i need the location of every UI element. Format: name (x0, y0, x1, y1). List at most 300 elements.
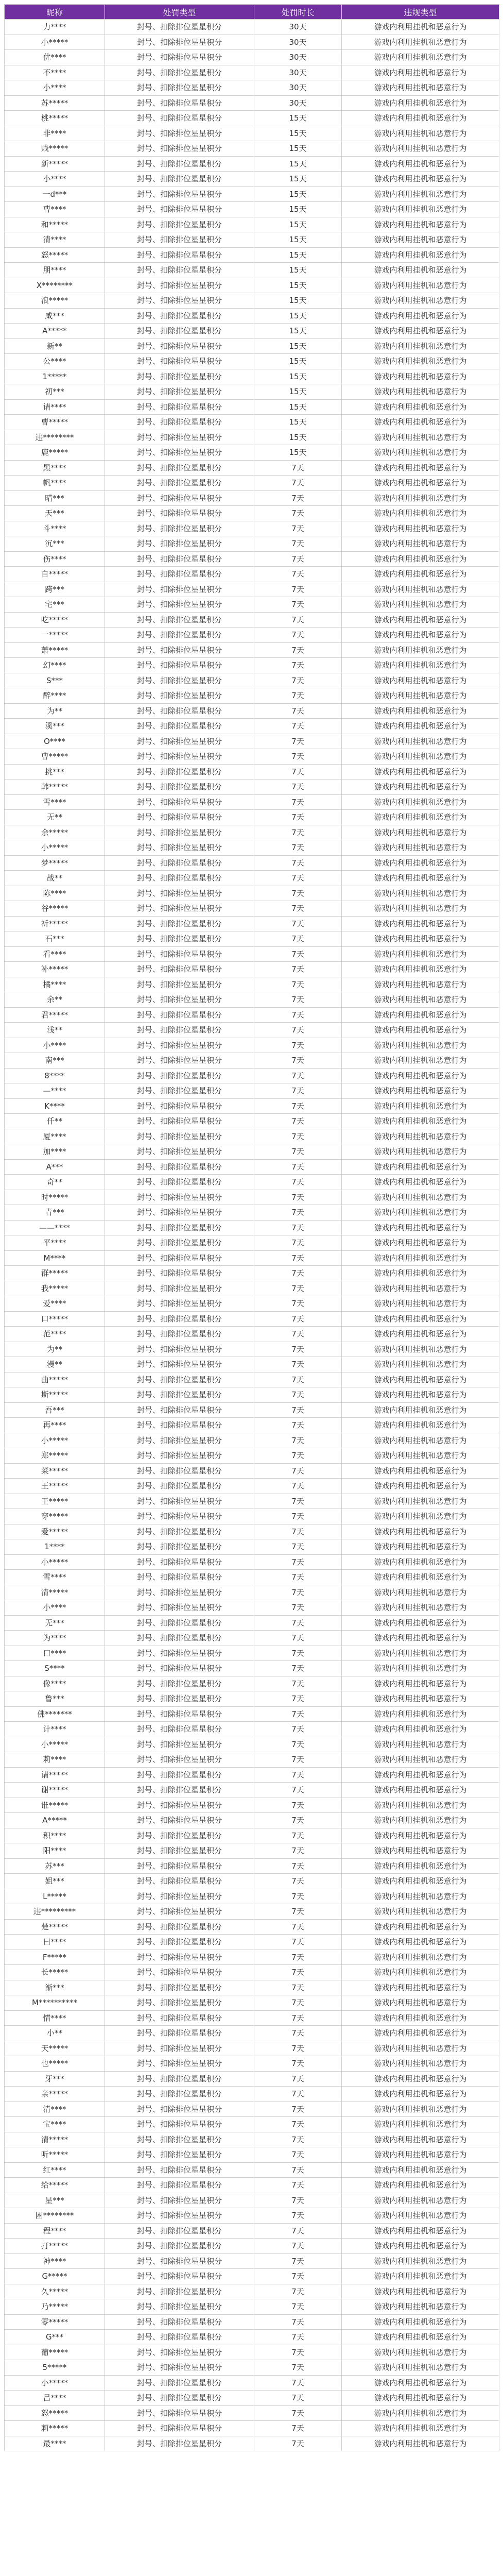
violation-type-cell: 游戏内利用挂机和恶意行为 (342, 338, 499, 354)
nickname-cell: 渐*** (5, 1980, 105, 1995)
violation-type-cell: 游戏内利用挂机和恶意行为 (342, 1129, 499, 1144)
penalty-duration-cell: 7天 (254, 871, 342, 886)
penalty-type-cell: 封号、扣除排位星星积分 (105, 1935, 254, 1950)
penalty-duration-cell: 7天 (254, 1114, 342, 1129)
penalty-type-cell: 封号、扣除排位星星积分 (105, 810, 254, 825)
penalty-duration-cell: 7天 (254, 612, 342, 628)
nickname-cell: 雪**** (5, 794, 105, 810)
table-row (5, 2253, 499, 2269)
penalty-duration-cell: 7天 (254, 734, 342, 749)
penalty-duration-cell: 7天 (254, 2269, 342, 2284)
penalty-type-cell: 封号、扣除排位星星积分 (105, 430, 254, 445)
penalty-type-cell: 封号、扣除排位星星积分 (105, 2360, 254, 2376)
table-row (5, 1691, 499, 1707)
violation-type-cell: 游戏内利用挂机和恶意行为 (342, 293, 499, 309)
violation-type-cell: 游戏内利用挂机和恶意行为 (342, 1646, 499, 1661)
table-row (5, 1631, 499, 1646)
penalty-duration-cell: 7天 (254, 1311, 342, 1327)
violation-type-cell: 游戏内利用挂机和恶意行为 (342, 50, 499, 65)
table-row (5, 430, 499, 445)
nickname-cell: 曹***** (5, 749, 105, 765)
penalty-type-cell: 封号、扣除排位星星积分 (105, 1038, 254, 1053)
penalty-duration-cell: 7天 (254, 2071, 342, 2087)
nickname-cell: X******** (5, 278, 105, 293)
nickname-cell: 怒***** (5, 2405, 105, 2421)
table-row (5, 2010, 499, 2026)
nickname-cell: 浅** (5, 1023, 105, 1038)
penalty-duration-cell: 7天 (254, 1570, 342, 1585)
penalty-duration-cell: 7天 (254, 1266, 342, 1281)
penalty-duration-cell: 7天 (254, 2299, 342, 2315)
penalty-duration-cell: 7天 (254, 460, 342, 476)
violation-type-cell: 游戏内利用挂机和恶意行为 (342, 2208, 499, 2224)
nickname-cell: ——**** (5, 1220, 105, 1235)
penalty-duration-cell: 15天 (254, 126, 342, 141)
penalty-type-cell: 封号、扣除排位星星积分 (105, 1858, 254, 1874)
penalty-duration-cell: 7天 (254, 1296, 342, 1312)
violation-type-cell: 游戏内利用挂机和恶意行为 (342, 1266, 499, 1281)
nickname-cell: 范**** (5, 1327, 105, 1342)
nickname-cell: 贱***** (5, 141, 105, 157)
penalty-duration-cell: 7天 (254, 1129, 342, 1144)
nickname-cell: 斗**** (5, 521, 105, 536)
nickname-cell: 萧***** (5, 642, 105, 658)
penalty-duration-cell: 7天 (254, 1813, 342, 1828)
table-row (5, 1327, 499, 1342)
penalty-duration-cell: 7天 (254, 2178, 342, 2193)
nickname-cell: 平**** (5, 1235, 105, 1251)
violation-type-cell: 游戏内利用挂机和恶意行为 (342, 1098, 499, 1114)
table-row (5, 749, 499, 765)
table-row (5, 977, 499, 992)
penalty-duration-cell: 7天 (254, 1798, 342, 1813)
nickname-cell: 阳**** (5, 1843, 105, 1859)
penalty-duration-cell: 7天 (254, 1463, 342, 1479)
violation-type-cell: 游戏内利用挂机和恶意行为 (342, 1965, 499, 1980)
table-row (5, 2391, 499, 2406)
penalty-type-cell: 封号、扣除排位星星积分 (105, 855, 254, 871)
penalty-duration-cell: 7天 (254, 1524, 342, 1539)
table-row (5, 111, 499, 126)
table-row (5, 2269, 499, 2284)
violation-type-cell: 游戏内利用挂机和恶意行为 (342, 1175, 499, 1190)
table-row (5, 992, 499, 1008)
nickname-cell: 帆**** (5, 476, 105, 491)
violation-type-cell: 游戏内利用挂机和恶意行为 (342, 1676, 499, 1691)
nickname-cell: 莉**** (5, 1752, 105, 1768)
table-row (5, 2299, 499, 2315)
penalty-type-cell: 封号、扣除排位星星积分 (105, 293, 254, 309)
nickname-cell: 余***** (5, 825, 105, 840)
nickname-cell: 小***** (5, 1433, 105, 1448)
nickname-cell: 韩***** (5, 779, 105, 795)
header-violation-type: 违规类型 (342, 5, 499, 20)
violation-type-cell: 游戏内利用挂机和恶意行为 (342, 658, 499, 673)
nickname-cell: 苏***** (5, 95, 105, 111)
penalty-duration-cell: 7天 (254, 1342, 342, 1357)
nickname-cell: 橘**** (5, 977, 105, 992)
nickname-cell: 口**** (5, 1646, 105, 1661)
table-row (5, 369, 499, 384)
penalty-duration-cell: 7天 (254, 1965, 342, 1980)
table-row (5, 1646, 499, 1661)
penalty-duration-cell: 7天 (254, 2132, 342, 2147)
violation-type-cell: 游戏内利用挂机和恶意行为 (342, 2405, 499, 2421)
penalty-type-cell: 封号、扣除排位星星积分 (105, 779, 254, 795)
penalty-duration-cell: 15天 (254, 293, 342, 309)
violation-type-cell: 游戏内利用挂机和恶意行为 (342, 2010, 499, 2026)
violation-type-cell: 游戏内利用挂机和恶意行为 (342, 95, 499, 111)
penalty-type-cell: 封号、扣除排位星星积分 (105, 703, 254, 719)
penalty-duration-cell: 7天 (254, 1539, 342, 1555)
penalty-type-cell: 封号、扣除排位星星积分 (105, 825, 254, 840)
table-row (5, 1144, 499, 1160)
table-row (5, 1874, 499, 1889)
penalty-type-cell: 封号、扣除排位星星积分 (105, 1554, 254, 1570)
penalty-duration-cell: 7天 (254, 1737, 342, 1752)
nickname-cell: 无*** (5, 1615, 105, 1631)
nickname-cell: 听***** (5, 2147, 105, 2163)
penalty-type-cell: 封号、扣除排位星星积分 (105, 1372, 254, 1387)
nickname-cell: 穿***** (5, 1509, 105, 1524)
violation-type-cell: 游戏内利用挂机和恶意行为 (342, 1083, 499, 1099)
penalty-duration-cell: 7天 (254, 1554, 342, 1570)
table-row (5, 1311, 499, 1327)
nickname-cell: 曰**** (5, 1935, 105, 1950)
penalty-duration-cell: 7天 (254, 1479, 342, 1494)
violation-type-cell: 游戏内利用挂机和恶意行为 (342, 1752, 499, 1768)
nickname-cell: 王***** (5, 1494, 105, 1509)
penalty-type-cell: 封号、扣除排位星星积分 (105, 1995, 254, 2011)
violation-type-cell: 游戏内利用挂机和恶意行为 (342, 1737, 499, 1752)
penalty-duration-cell: 7天 (254, 1706, 342, 1722)
penalty-type-cell: 封号、扣除排位星星积分 (105, 1600, 254, 1616)
nickname-cell: 宝**** (5, 2117, 105, 2132)
violation-type-cell: 游戏内利用挂机和恶意行为 (342, 2299, 499, 2315)
penalty-type-cell: 封号、扣除排位星星积分 (105, 764, 254, 779)
penalty-type-cell: 封号、扣除排位星星积分 (105, 2284, 254, 2299)
nickname-cell: 小***** (5, 1554, 105, 1570)
table-row (5, 172, 499, 187)
penalty-duration-cell: 15天 (254, 172, 342, 187)
penalty-duration-cell: 7天 (254, 536, 342, 552)
nickname-cell: 君***** (5, 1007, 105, 1023)
penalty-type-cell: 封号、扣除排位星星积分 (105, 1904, 254, 1920)
header-penalty-type: 处罚类型 (105, 5, 254, 20)
penalty-duration-cell: 7天 (254, 2284, 342, 2299)
penalty-type-cell: 封号、扣除排位星星积分 (105, 1175, 254, 1190)
penalty-duration-cell: 30天 (254, 20, 342, 35)
nickname-cell: 我***** (5, 1281, 105, 1296)
violation-type-cell: 游戏内利用挂机和恶意行为 (342, 308, 499, 324)
penalty-type-cell: 封号、扣除排位星星积分 (105, 1783, 254, 1798)
violation-type-cell: 游戏内利用挂机和恶意行为 (342, 247, 499, 263)
penalty-duration-cell: 7天 (254, 1661, 342, 1676)
penalty-duration-cell: 7天 (254, 1053, 342, 1069)
table-row (5, 1676, 499, 1691)
penalty-type-cell: 封号、扣除排位星星积分 (105, 1402, 254, 1418)
nickname-cell: 乃***** (5, 2299, 105, 2315)
violation-type-cell: 游戏内利用挂机和恶意行为 (342, 445, 499, 461)
penalty-type-cell: 封号、扣除排位星星积分 (105, 642, 254, 658)
penalty-duration-cell: 7天 (254, 1904, 342, 1920)
table-row (5, 1554, 499, 1570)
violation-type-cell: 游戏内利用挂机和恶意行为 (342, 1935, 499, 1950)
violation-type-cell: 游戏内利用挂机和恶意行为 (342, 1889, 499, 1904)
violation-type-cell: 游戏内利用挂机和恶意行为 (342, 1159, 499, 1175)
violation-type-cell: 游戏内利用挂机和恶意行为 (342, 1980, 499, 1995)
penalty-duration-cell: 7天 (254, 2117, 342, 2132)
violation-type-cell: 游戏内利用挂机和恶意行为 (342, 232, 499, 248)
penalty-type-cell: 封号、扣除排位星星积分 (105, 2132, 254, 2147)
penalty-type-cell: 封号、扣除排位星星积分 (105, 1889, 254, 1904)
table-row (5, 445, 499, 461)
nickname-cell: 小**** (5, 80, 105, 96)
nickname-cell: 郑***** (5, 1448, 105, 1464)
penalty-type-cell: 封号、扣除排位星星积分 (105, 35, 254, 50)
nickname-cell: 佛******* (5, 1706, 105, 1722)
penalty-type-cell: 封号、扣除排位星星积分 (105, 2147, 254, 2163)
violation-type-cell: 游戏内利用挂机和恶意行为 (342, 794, 499, 810)
violation-type-cell: 游戏内利用挂机和恶意行为 (342, 1767, 499, 1783)
violation-type-cell: 游戏内利用挂机和恶意行为 (342, 2314, 499, 2330)
penalty-type-cell: 封号、扣除排位星星积分 (105, 734, 254, 749)
violation-type-cell: 游戏内利用挂机和恶意行为 (342, 749, 499, 765)
penalty-duration-cell: 15天 (254, 430, 342, 445)
table-row (5, 384, 499, 400)
penalty-type-cell: 封号、扣除排位星星积分 (105, 1843, 254, 1859)
nickname-cell: 吃***** (5, 612, 105, 628)
penalty-type-cell: 封号、扣除排位星星积分 (105, 673, 254, 688)
penalty-type-cell: 封号、扣除排位星星积分 (105, 1159, 254, 1175)
violation-type-cell: 游戏内利用挂机和恶意行为 (342, 2345, 499, 2360)
penalty-duration-cell: 7天 (254, 1767, 342, 1783)
nickname-cell: 青*** (5, 1205, 105, 1221)
table-row (5, 278, 499, 293)
penalty-type-cell: 封号、扣除排位星星积分 (105, 50, 254, 65)
penalty-duration-cell: 7天 (254, 521, 342, 536)
table-row (5, 2208, 499, 2224)
penalty-type-cell: 封号、扣除排位星星积分 (105, 476, 254, 491)
violation-type-cell: 游戏内利用挂机和恶意行为 (342, 354, 499, 369)
table-row (5, 612, 499, 628)
violation-type-cell: 游戏内利用挂机和恶意行为 (342, 1554, 499, 1570)
penalty-type-cell: 封号、扣除排位星星积分 (105, 95, 254, 111)
nickname-cell: 自***** (5, 567, 105, 582)
penalty-duration-cell: 7天 (254, 2087, 342, 2102)
violation-type-cell: 游戏内利用挂机和恶意行为 (342, 1524, 499, 1539)
penalty-type-cell: 封号、扣除排位星星积分 (105, 2223, 254, 2239)
nickname-cell: 为**** (5, 1631, 105, 1646)
penalty-duration-cell: 7天 (254, 1995, 342, 2011)
nickname-cell: 吾*** (5, 1402, 105, 1418)
table-row (5, 460, 499, 476)
nickname-cell: F***** (5, 1950, 105, 1965)
table-row (5, 1843, 499, 1859)
table-row (5, 490, 499, 506)
table-row (5, 2223, 499, 2239)
table-row (5, 2284, 499, 2299)
penalty-type-cell: 封号、扣除排位星星积分 (105, 2330, 254, 2345)
penalty-duration-cell: 7天 (254, 1585, 342, 1600)
table-row (5, 1114, 499, 1129)
nickname-cell: 情**** (5, 2010, 105, 2026)
violation-type-cell: 游戏内利用挂机和恶意行为 (342, 2102, 499, 2117)
penalty-type-cell: 封号、扣除排位星星积分 (105, 278, 254, 293)
nickname-cell: 5***** (5, 2360, 105, 2376)
nickname-cell: 神**** (5, 2253, 105, 2269)
violation-type-cell: 游戏内利用挂机和恶意行为 (342, 992, 499, 1008)
violation-type-cell: 游戏内利用挂机和恶意行为 (342, 2360, 499, 2376)
penalty-type-cell: 封号、扣除排位星星积分 (105, 1631, 254, 1646)
penalty-duration-cell: 7天 (254, 658, 342, 673)
table-row (5, 293, 499, 309)
table-row (5, 1190, 499, 1205)
penalty-duration-cell: 7天 (254, 1220, 342, 1235)
penalty-type-cell: 封号、扣除排位星星积分 (105, 2314, 254, 2330)
violation-type-cell: 游戏内利用挂机和恶意行为 (342, 278, 499, 293)
penalty-type-cell: 封号、扣除排位星星积分 (105, 460, 254, 476)
violation-type-cell: 游戏内利用挂机和恶意行为 (342, 2193, 499, 2208)
table-row (5, 794, 499, 810)
nickname-cell: 爱**** (5, 1296, 105, 1312)
penalty-duration-cell: 7天 (254, 794, 342, 810)
table-row (5, 399, 499, 415)
penalty-duration-cell: 7天 (254, 1874, 342, 1889)
violation-type-cell: 游戏内利用挂机和恶意行为 (342, 2375, 499, 2391)
penalty-type-cell: 封号、扣除排位星星积分 (105, 2405, 254, 2421)
penalty-duration-cell: 15天 (254, 187, 342, 202)
nickname-cell: 曹***** (5, 415, 105, 430)
penalty-duration-cell: 7天 (254, 2330, 342, 2345)
violation-type-cell: 游戏内利用挂机和恶意行为 (342, 1023, 499, 1038)
penalty-type-cell: 封号、扣除排位星星积分 (105, 719, 254, 734)
penalty-type-cell: 封号、扣除排位星星积分 (105, 1083, 254, 1099)
nickname-cell: 小***** (5, 840, 105, 856)
penalty-type-cell: 封号、扣除排位星星积分 (105, 871, 254, 886)
penalty-duration-cell: 7天 (254, 1418, 342, 1433)
nickname-cell: 鲁*** (5, 1691, 105, 1707)
table-row (5, 1463, 499, 1479)
penalty-duration-cell: 7天 (254, 1144, 342, 1160)
table-row (5, 536, 499, 552)
penalty-type-cell: 封号、扣除排位星星积分 (105, 1615, 254, 1631)
penalty-duration-cell: 15天 (254, 415, 342, 430)
penalty-type-cell: 封号、扣除排位星星积分 (105, 80, 254, 96)
violation-type-cell: 游戏内利用挂机和恶意行为 (342, 1114, 499, 1129)
penalty-type-cell: 封号、扣除排位星星积分 (105, 688, 254, 704)
table-row (5, 202, 499, 217)
violation-type-cell: 游戏内利用挂机和恶意行为 (342, 734, 499, 749)
penalty-type-cell: 封号、扣除排位星星积分 (105, 2056, 254, 2072)
penalty-type-cell: 封号、扣除排位星星积分 (105, 1357, 254, 1372)
penalty-duration-cell: 7天 (254, 810, 342, 825)
table-row (5, 673, 499, 688)
table-row (5, 2314, 499, 2330)
violation-type-cell: 游戏内利用挂机和恶意行为 (342, 946, 499, 962)
nickname-cell: G***** (5, 2269, 105, 2284)
violation-type-cell: 游戏内利用挂机和恶意行为 (342, 1281, 499, 1296)
violation-type-cell: 游戏内利用挂机和恶意行为 (342, 187, 499, 202)
table-row (5, 931, 499, 947)
nickname-cell: 违********* (5, 1904, 105, 1920)
nickname-cell: 8**** (5, 1068, 105, 1083)
violation-type-cell: 游戏内利用挂机和恶意行为 (342, 612, 499, 628)
table-row (5, 764, 499, 779)
penalty-type-cell: 封号、扣除排位星星积分 (105, 1570, 254, 1585)
penalty-type-cell: 封号、扣除排位星星积分 (105, 1387, 254, 1403)
nickname-cell: 王***** (5, 1479, 105, 1494)
penalty-duration-cell: 7天 (254, 2041, 342, 2056)
penalty-duration-cell: 7天 (254, 1752, 342, 1768)
table-row (5, 688, 499, 704)
penalty-type-cell: 封号、扣除排位星星积分 (105, 931, 254, 947)
penalty-type-cell: 封号、扣除排位星星积分 (105, 217, 254, 232)
penalty-type-cell: 封号、扣除排位星星积分 (105, 1980, 254, 1995)
table-row (5, 1570, 499, 1585)
nickname-cell: 天*** (5, 506, 105, 521)
table-row (5, 1767, 499, 1783)
nickname-cell: L***** (5, 1889, 105, 1904)
penalty-type-cell: 封号、扣除排位星星积分 (105, 1448, 254, 1464)
header-penalty-duration: 处罚时长 (254, 5, 342, 20)
penalty-duration-cell: 7天 (254, 2010, 342, 2026)
violation-type-cell: 游戏内利用挂机和恶意行为 (342, 430, 499, 445)
violation-type-cell: 游戏内利用挂机和恶意行为 (342, 1418, 499, 1433)
penalty-duration-cell: 15天 (254, 232, 342, 248)
table-row (5, 719, 499, 734)
penalty-type-cell: 封号、扣除排位星星积分 (105, 415, 254, 430)
penalty-duration-cell: 7天 (254, 1646, 342, 1661)
penalty-type-cell: 封号、扣除排位星星积分 (105, 901, 254, 917)
penalty-type-cell: 封号、扣除排位星星积分 (105, 597, 254, 613)
penalty-duration-cell: 7天 (254, 2421, 342, 2436)
table-row (5, 232, 499, 248)
violation-type-cell: 游戏内利用挂机和恶意行为 (342, 1661, 499, 1676)
penalty-type-cell: 封号、扣除排位星星积分 (105, 1950, 254, 1965)
penalty-type-cell: 封号、扣除排位星星积分 (105, 2436, 254, 2451)
penalty-duration-cell: 7天 (254, 2360, 342, 2376)
penalty-type-cell: 封号、扣除排位星星积分 (105, 1053, 254, 1069)
nickname-cell: 无** (5, 810, 105, 825)
violation-type-cell: 游戏内利用挂机和恶意行为 (342, 703, 499, 719)
penalty-type-cell: 封号、扣除排位星星积分 (105, 521, 254, 536)
violation-type-cell: 游戏内利用挂机和恶意行为 (342, 642, 499, 658)
table-row (5, 855, 499, 871)
nickname-cell: 斯***** (5, 1387, 105, 1403)
nickname-cell: 困******** (5, 2208, 105, 2224)
penalty-type-cell: 封号、扣除排位星星积分 (105, 2041, 254, 2056)
nickname-cell: 非**** (5, 126, 105, 141)
table-row (5, 1479, 499, 1494)
violation-type-cell: 游戏内利用挂机和恶意行为 (342, 1068, 499, 1083)
table-row (5, 1889, 499, 1904)
table-row (5, 187, 499, 202)
table-row (5, 1175, 499, 1190)
penalty-duration-cell: 7天 (254, 1387, 342, 1403)
nickname-cell: 漫** (5, 1357, 105, 1372)
penalty-duration-cell: 7天 (254, 688, 342, 704)
penalty-type-cell: 封号、扣除排位星星积分 (105, 308, 254, 324)
penalty-type-cell: 封号、扣除排位星星积分 (105, 1129, 254, 1144)
nickname-cell: G*** (5, 2330, 105, 2345)
penalty-duration-cell: 7天 (254, 2314, 342, 2330)
violation-type-cell: 游戏内利用挂机和恶意行为 (342, 1722, 499, 1737)
violation-type-cell: 游戏内利用挂机和恶意行为 (342, 1342, 499, 1357)
penalty-type-cell: 封号、扣除排位星星积分 (105, 1539, 254, 1555)
penalty-duration-cell: 7天 (254, 1631, 342, 1646)
penalty-duration-cell: 7天 (254, 1615, 342, 1631)
